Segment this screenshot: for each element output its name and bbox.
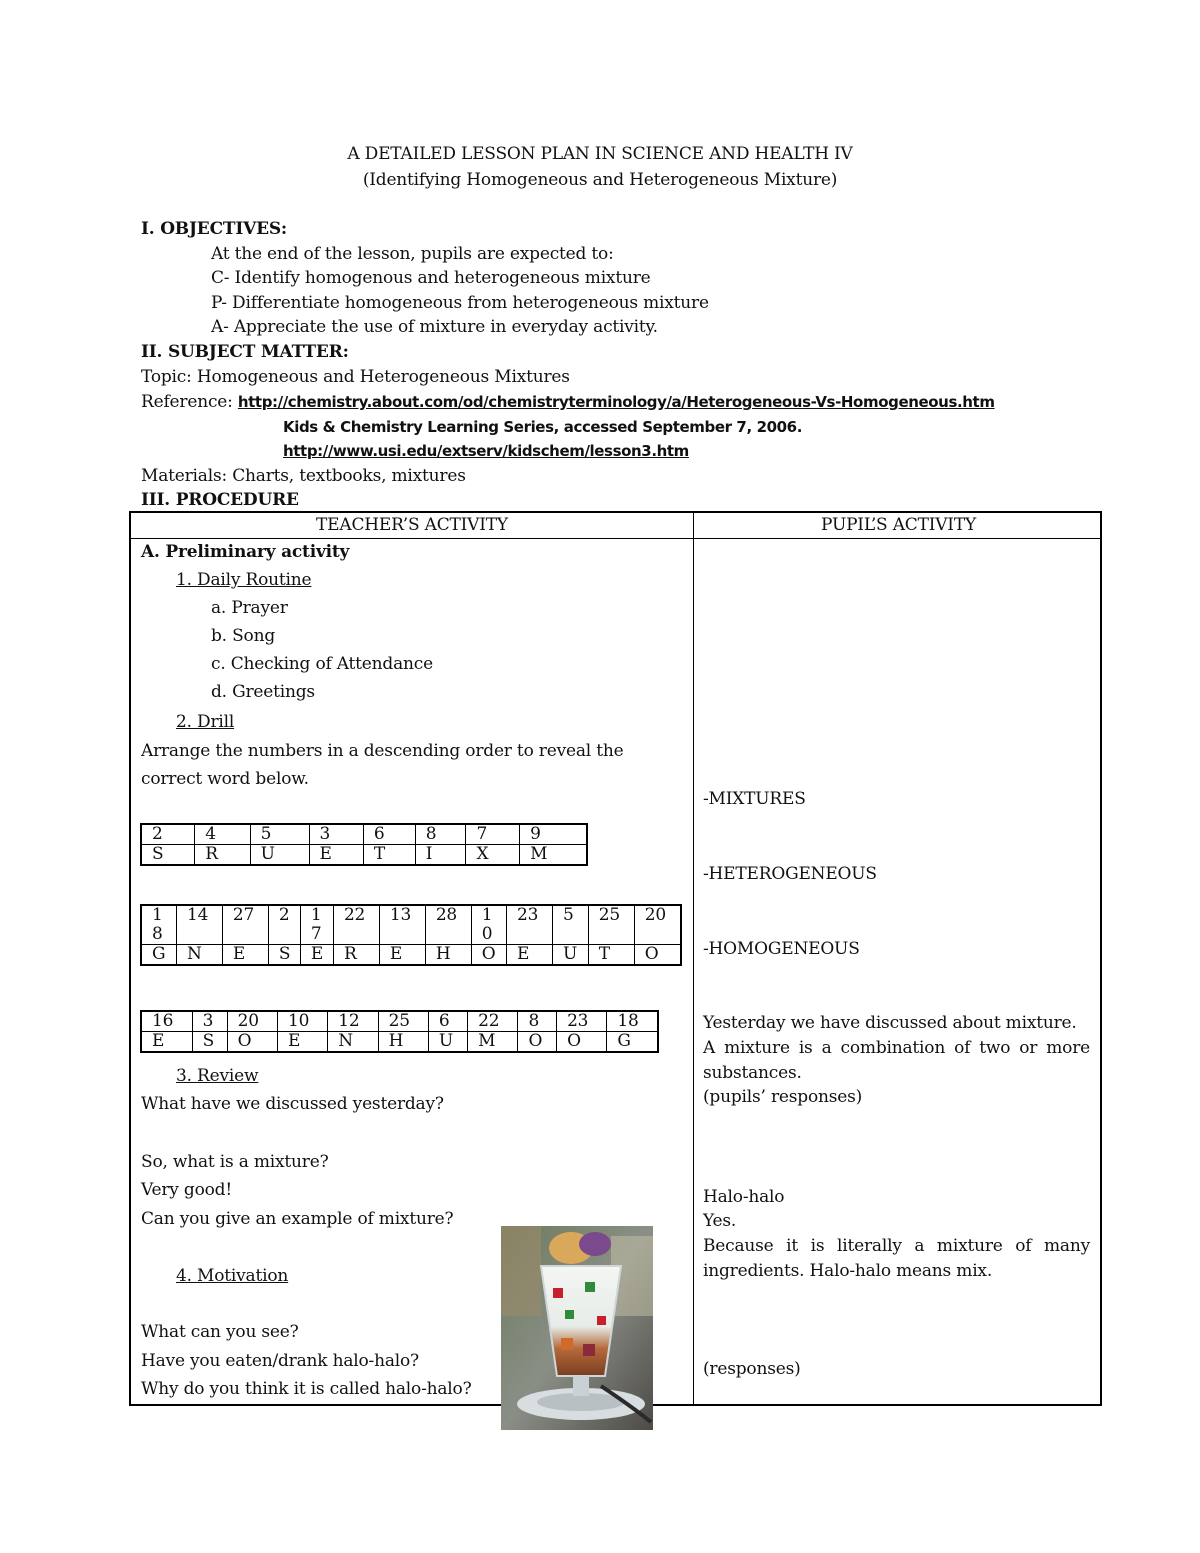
- puzzle-cell: E: [141, 1032, 192, 1053]
- puzzle-cell: G: [607, 1032, 658, 1053]
- halo-halo-dessert-icon: [501, 1226, 653, 1430]
- puzzle-cell: E: [222, 945, 268, 966]
- puzzle-cell: 13: [379, 905, 425, 945]
- reference-link-2[interactable]: http://www.usi.edu/extserv/kidschem/lesson3.htm: [283, 442, 689, 460]
- review-question: What have we discussed yesterday?: [141, 1094, 444, 1114]
- routine-item: c. Checking of Attendance: [211, 654, 433, 674]
- objective-item: P- Differentiate homogeneous from heterogeneous mixture: [211, 293, 709, 313]
- routine-item: a. Prayer: [211, 598, 288, 618]
- puzzle-cell: T: [588, 945, 634, 966]
- puzzle-cell: 5: [552, 905, 588, 945]
- puzzle-cell: O: [471, 945, 506, 966]
- pupil-motivation-answer: ingredients. Halo-halo means mix.: [703, 1261, 993, 1281]
- praise-text: Very good!: [141, 1180, 232, 1200]
- procedure-heading: III. PROCEDURE: [141, 490, 299, 510]
- puzzle-cell: E: [379, 945, 425, 966]
- page-subtitle: (Identifying Homogeneous and Heterogeneous Mixture): [362, 170, 838, 190]
- puzzle-cell: 18: [607, 1011, 658, 1032]
- puzzle-cell: O: [518, 1032, 557, 1053]
- puzzle-cell: X: [466, 845, 520, 866]
- puzzle-cell: 28: [425, 905, 471, 945]
- puzzle-grid-3: [140, 1010, 659, 1053]
- reference-link-1[interactable]: http://chemistry.about.com/od/chemistryterminology/a/Heterogeneous-Vs-Homogeneous.htm: [237, 393, 995, 411]
- puzzle-cell: S: [268, 945, 300, 966]
- teacher-activity-header: TEACHER’S ACTIVITY: [316, 515, 508, 535]
- page-title: A DETAILED LESSON PLAN IN SCIENCE AND HEALTH IV: [347, 144, 853, 164]
- puzzle-cell: O: [634, 945, 681, 966]
- drill-text: correct word below.: [141, 769, 309, 789]
- pupil-review-answer: A mixture is a combination of two or more: [703, 1038, 1090, 1058]
- objectives-intro: At the end of the lesson, pupils are expected to:: [211, 244, 614, 264]
- puzzle-cell: 5: [250, 824, 309, 845]
- puzzle-cell: U: [428, 1032, 467, 1053]
- puzzle-cell: 27: [222, 905, 268, 945]
- puzzle-cell: O: [227, 1032, 277, 1053]
- puzzle-cell: U: [552, 945, 588, 966]
- puzzle-cell: S: [141, 845, 195, 866]
- puzzle-cell: R: [195, 845, 250, 866]
- puzzle-cell: 3: [309, 824, 363, 845]
- pupil-responses: (responses): [703, 1359, 801, 1379]
- puzzle-cell: 6: [428, 1011, 467, 1032]
- topic-line: Topic: Homogeneous and Heterogeneous Mixtures: [141, 367, 570, 387]
- objective-item: A- Appreciate the use of mixture in everyday activity.: [211, 317, 658, 337]
- puzzle-cell: 20: [634, 905, 681, 945]
- puzzle-cell: E: [507, 945, 553, 966]
- reference-label: Reference:: [141, 392, 238, 412]
- motivation-question: Why do you think it is called halo-halo?: [141, 1379, 472, 1399]
- puzzle-cell: E: [300, 945, 333, 966]
- motivation-heading: 4. Motivation: [176, 1266, 289, 1286]
- puzzle-cell: 2: [141, 824, 195, 845]
- pupil-activity-header: PUPIL’S ACTIVITY: [821, 515, 976, 535]
- puzzle-cell: 1 8: [141, 905, 176, 945]
- pupil-motivation-answer: Because it is literally a mixture of many: [703, 1236, 1090, 1256]
- subject-matter-heading: II. SUBJECT MATTER:: [141, 342, 349, 362]
- puzzle-cell: 20: [227, 1011, 277, 1032]
- mixture-question: So, what is a mixture?: [141, 1152, 329, 1172]
- puzzle-cell: 6: [363, 824, 415, 845]
- review-heading: 3. Review: [176, 1066, 259, 1086]
- puzzle-cell: 16: [141, 1011, 192, 1032]
- puzzle-cell: N: [328, 1032, 378, 1053]
- puzzle-cell: H: [425, 945, 471, 966]
- puzzle-cell: E: [309, 845, 363, 866]
- halo-halo-image: [501, 1226, 653, 1430]
- puzzle-cell: 1 7: [300, 905, 333, 945]
- pupil-answer: -HETEROGENEOUS: [703, 864, 877, 884]
- puzzle-cell: S: [192, 1032, 227, 1053]
- drill-text: Arrange the numbers in a descending order to reveal the: [141, 741, 624, 761]
- objectives-heading: I. OBJECTIVES:: [141, 219, 287, 239]
- routine-item: b. Song: [211, 626, 276, 646]
- puzzle-cell: 23: [557, 1011, 607, 1032]
- puzzle-cell: E: [277, 1032, 327, 1053]
- puzzle-cell: U: [250, 845, 309, 866]
- puzzle-cell: 1 0: [471, 905, 506, 945]
- puzzle-cell: 8: [415, 824, 466, 845]
- puzzle-cell: 25: [378, 1011, 428, 1032]
- puzzle-cell: 10: [277, 1011, 327, 1032]
- drill-heading: 2. Drill: [176, 712, 235, 732]
- puzzle-grid-2: [140, 904, 682, 966]
- puzzle-cell: 9: [520, 824, 587, 845]
- puzzle-cell: T: [363, 845, 415, 866]
- puzzle-grid-1: [140, 823, 588, 866]
- pupil-review-answer: substances.: [703, 1063, 802, 1083]
- puzzle-cell: 22: [468, 1011, 518, 1032]
- puzzle-cell: 7: [466, 824, 520, 845]
- example-question: Can you give an example of mixture?: [141, 1209, 454, 1229]
- puzzle-cell: M: [468, 1032, 518, 1053]
- pupil-motivation-answer: Halo-halo: [703, 1187, 785, 1207]
- pupil-motivation-answer: Yes.: [703, 1211, 737, 1231]
- puzzle-cell: G: [141, 945, 176, 966]
- puzzle-cell: 23: [507, 905, 553, 945]
- materials-line: Materials: Charts, textbooks, mixtures: [141, 466, 466, 486]
- puzzle-cell: O: [557, 1032, 607, 1053]
- puzzle-cell: R: [333, 945, 379, 966]
- objective-item: C- Identify homogenous and heterogeneous mixture: [211, 268, 651, 288]
- motivation-question: Have you eaten/drank halo-halo?: [141, 1351, 419, 1371]
- routine-item: d. Greetings: [211, 682, 315, 702]
- puzzle-cell: I: [415, 845, 466, 866]
- reference-line: [141, 392, 995, 412]
- puzzle-cell: 14: [176, 905, 222, 945]
- puzzle-cell: H: [378, 1032, 428, 1053]
- puzzle-cell: 12: [328, 1011, 378, 1032]
- pupil-review-answer: Yesterday we have discussed about mixture.: [703, 1013, 1077, 1033]
- puzzle-cell: 25: [588, 905, 634, 945]
- reference-source: Kids & Chemistry Learning Series, accessed September 7, 2006.: [283, 418, 803, 436]
- pupil-review-answer: (pupils’ responses): [703, 1087, 863, 1107]
- puzzle-cell: M: [520, 845, 587, 866]
- puzzle-cell: 4: [195, 824, 250, 845]
- daily-routine-heading: 1. Daily Routine: [176, 570, 312, 590]
- puzzle-cell: 22: [333, 905, 379, 945]
- pupil-answer: -HOMOGENEOUS: [703, 939, 860, 959]
- motivation-question: What can you see?: [141, 1322, 299, 1342]
- puzzle-cell: N: [176, 945, 222, 966]
- section-a-heading: A. Preliminary activity: [141, 542, 350, 562]
- pupil-answer: -MIXTURES: [703, 789, 806, 809]
- puzzle-cell: 8: [518, 1011, 557, 1032]
- puzzle-cell: 3: [192, 1011, 227, 1032]
- puzzle-cell: 2: [268, 905, 300, 945]
